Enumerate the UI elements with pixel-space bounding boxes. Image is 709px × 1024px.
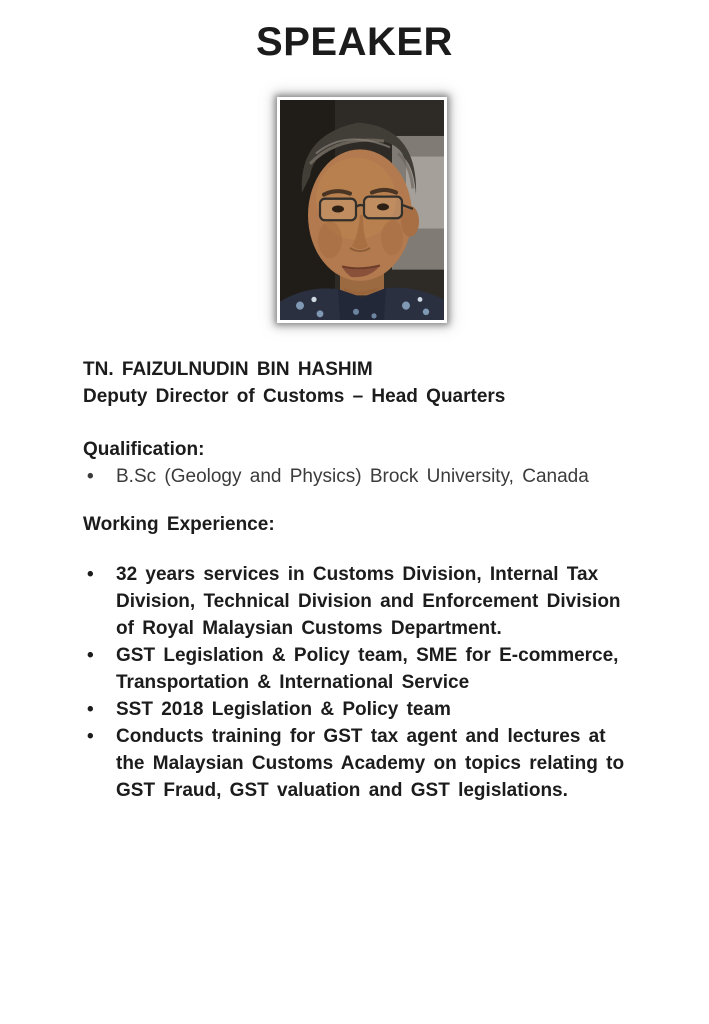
speaker-identity (83, 356, 639, 410)
bullet-icon: • (87, 564, 94, 585)
bullet-icon: • (87, 466, 94, 487)
qualification-item-text: B.Sc (Geology and Physics) Brock University, Canada (116, 466, 589, 487)
bio-content (83, 356, 639, 804)
experience-item (83, 561, 639, 642)
experience-item (83, 642, 639, 696)
qualification-list (83, 463, 639, 490)
bullet-icon: • (87, 726, 94, 747)
experience-list (83, 561, 639, 804)
experience-item-text: GST Legislation & Policy team, SME for E-commerce, Transportation & International Service (116, 645, 619, 693)
slide-title: SPEAKER (256, 20, 453, 64)
experience-item-text: SST 2018 Legislation & Policy team (116, 699, 451, 720)
speaker-photo (277, 97, 447, 323)
bullet-icon: • (87, 645, 94, 666)
qualification-heading: Qualification: (83, 439, 205, 460)
speaker-name: TN. FAIZULNUDIN BIN HASHIM (83, 359, 373, 380)
experience-heading: Working Experience: (83, 514, 275, 535)
qualification-item (83, 463, 639, 490)
experience-item (83, 723, 639, 804)
experience-item-text: Conducts training for GST tax agent and lectures at the Malaysian Customs Academy on topics relating to GST Fraud, GST valuation and GST legislations. (116, 726, 625, 801)
speaker-position: Deputy Director of Customs – Head Quarters (83, 386, 506, 407)
portrait-illustration (280, 100, 444, 320)
bullet-icon: • (87, 699, 94, 720)
experience-item-text: 32 years services in Customs Division, Internal Tax Division, Technical Division and Enforcement Division of Royal Malaysian Customs Department. (116, 564, 621, 639)
experience-item (83, 696, 639, 723)
